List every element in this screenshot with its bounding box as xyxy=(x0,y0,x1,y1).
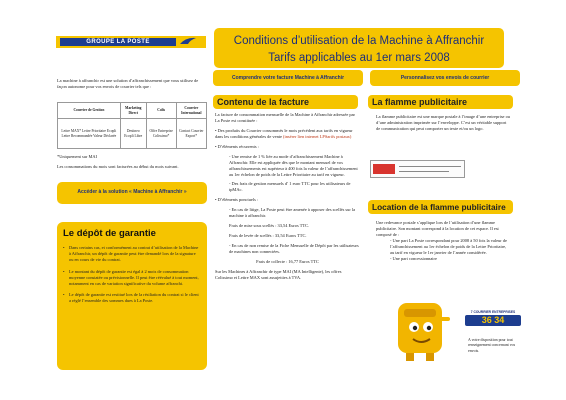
phone-number-part: 34 xyxy=(494,315,505,326)
table-cell: Contact Courrier Export* xyxy=(176,119,206,149)
paragraph: - Des frais de gestion mensuels d’ 1 euro TTC pour les utilisateurs de tpMAc. xyxy=(229,181,351,193)
paragraph: La facture de consommation mensuelle de la Machine à Affranchir adressée par La Poste est constituée : xyxy=(215,112,355,123)
table-header: Courrier de Gestion xyxy=(58,103,121,119)
paragraph: - Une remise de 1 % liée au mode d’affranchissement Machine à Affranchir. Elle est appliquée dès que le montant mensuel de vos affranchissements est supérieur à 400 fois la valeur de l’affranchissement au 1er échelon de poids de la Lettre Prioritaire au tarif en vigueur. xyxy=(229,153,358,177)
la-poste-bird-icon xyxy=(178,36,198,48)
tarifs-link[interactable]: (insérer lien internet LPSarifs postaux) xyxy=(283,133,352,139)
phone-contact-box xyxy=(465,310,521,332)
table-header: Marketing Direct xyxy=(120,103,146,119)
paragraph: Frais de collecte : 16,77 Euros TTC xyxy=(256,258,319,264)
consumption-note: Les consommations du mois sont facturées au début du mois suivant. xyxy=(57,164,179,169)
paragraph: Sur les Machines à Affranchir de type MAI (MA Intelligente), les offres Colissimo et Lettre MAX sont assujetties à TVA. xyxy=(215,268,342,280)
phone-note: A votre disposition pour tout renseignement concernant vos envois. xyxy=(468,338,516,353)
depot-title: Le dépôt de garantie xyxy=(63,228,156,239)
page-title: Conditions d’utilisation de la Machine à Affranchir xyxy=(233,35,485,47)
location-content xyxy=(376,220,511,262)
paragraph: Une redevance postale s’applique lors de l’utilisation d’une flamme publicitaire. Son montant correspond à la location de cet espace. Il est composé de : xyxy=(376,220,499,237)
flamme-title: La flamme publicitaire xyxy=(368,95,513,109)
location-title: Location de la flamme publicitaire xyxy=(368,200,513,214)
address-line xyxy=(399,166,461,167)
phone-label: 7 COURRIER ENTREPRISES xyxy=(470,310,516,314)
intro-text: La machine à affranchir est une solution d’affranchissement que vous utilisez de façon autonome pour vos envois de courrier tels que : xyxy=(57,78,199,89)
table-cell: Lettre MAX* Lettre Prioritaire Ecopli Lettre Recommandée Valeur Déclarée xyxy=(58,119,121,149)
flamme-logo-mark xyxy=(373,164,395,174)
facture-tab[interactable]: Comprendre votre facture Machine à Affranchir xyxy=(213,70,363,86)
table-header: Courrier International xyxy=(176,103,206,119)
facture-content xyxy=(215,112,360,285)
depot-garantie-box xyxy=(57,222,207,370)
table-header: Colis xyxy=(146,103,176,119)
phone-number-part: 36 xyxy=(481,315,492,326)
paragraph: - Une part La Poste correspondant pour 2008 à 50 fois la valeur de l’affranchissement au 1er échelon de poids de la Lettre Prioritaire, au tarif en vigueur le 1er janvier de l’année considérée. xyxy=(390,237,507,255)
paragraph: - En cas de non remise de la Fiche Mensuelle de Dépôt par les utilisateurs de machines non connectées. xyxy=(229,243,359,254)
mascot-mailbox-image xyxy=(388,295,458,365)
envelope-flamme-image xyxy=(370,160,465,178)
paragraph: - En cas de litige, La Poste peut être amenée à apposer des scellés sur la machine à affranchir. xyxy=(229,207,356,219)
list-item: • Le montant du dépôt de garantie est égal à 2 mois de consommation moyenne constatée ou prévisionnelle. Il peut être réévalué à tout moment, notamment en cas de variation significative du volume affranchi. xyxy=(63,269,201,287)
list-item: • Le dépôt de garantie est restitué lors de la résiliation du contrat si le client a réglé l’ensemble des sommes dues à La Poste. xyxy=(63,292,201,304)
facture-title: Contenu de la facture xyxy=(213,95,358,109)
list-item: • Dans certains cas, et conformément au contrat d’utilisation de la Machine à Affranchir, un dépôt de garantie peut être demandé lors de la signature ou en cours de vie du contrat. xyxy=(63,245,201,263)
access-solution-button[interactable]: Accéder à la solution « Machine à Affranchir » xyxy=(57,182,207,204)
table-cell: Offre Entreprise Colissimo* xyxy=(146,119,176,149)
paragraph: • D’éléments récurrents : xyxy=(215,143,259,149)
table-cell: Destineo Ecopli Libre xyxy=(120,119,146,149)
flamme-text: La flamme publicitaire est une marque postale à l’image d’une entreprise ou d’une administration imprimée sur l’enveloppe. C’est un véritable support de communication qui peut comporter un texte et/ou un logo. xyxy=(376,114,510,131)
paragraph xyxy=(215,128,360,140)
services-table xyxy=(57,102,207,149)
paragraph: Frais de mise sous scellés : 33,54 Euros TTC. xyxy=(229,223,310,229)
address-line xyxy=(399,171,449,172)
paragraph: - Une part concessionnaire xyxy=(390,255,437,261)
paragraph: • D’éléments ponctuels : xyxy=(215,197,259,203)
page-subtitle: Tarifs applicables au 1er mars 2008 xyxy=(268,51,450,64)
phone-number[interactable] xyxy=(465,315,521,326)
personnalisation-tab[interactable]: Personnalisez vos envois de courrier xyxy=(370,70,520,86)
la-poste-logo: GROUPE LA POSTE xyxy=(60,38,176,46)
paragraph: Frais de levée de scellés : 33,54 Euros TTC. xyxy=(229,233,307,239)
paragraph-text: • Des produits du Courrier consommés le mois précédent aux tarifs en vigueur dans les conditions générales de vente xyxy=(215,127,353,139)
footnote: *Uniquement sur MAI xyxy=(57,154,97,159)
depot-list xyxy=(63,245,201,305)
page-title-box xyxy=(214,28,504,68)
